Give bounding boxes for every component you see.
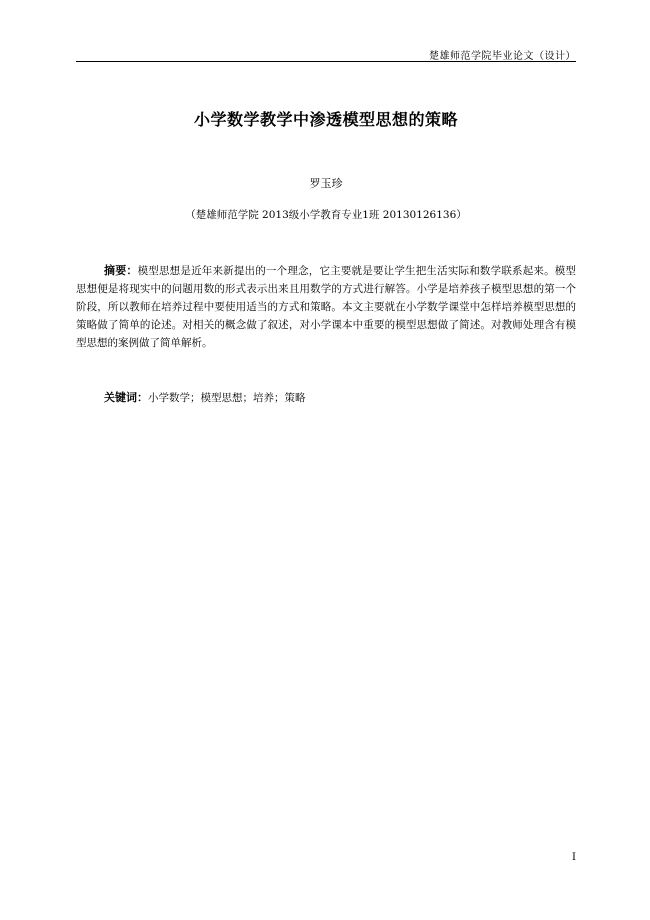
author-affiliation: （楚雄师范学院 2013级小学教育专业1班 20130126136） [185, 209, 467, 221]
keywords-paragraph [76, 389, 576, 405]
running-header: 楚雄师范学院毕业论文（设计） [429, 51, 576, 62]
keywords-text: 小学数学；模型思想；培养；策略 [148, 392, 306, 404]
abstract-text: 模型思想是近年来新提出的一个理念，它主要就是要让学生把生活实际和数学联系起来。模型思想便是将现实中的问题用数的形式表示出来且用数学的方式进行解答。小学是培养孩子模型思想的第一个阶段，所以教师在培养过程中要使用适当的方式和策略。本文主要就在小学数学课堂中怎样培养模型思想的策略做了简单的论述。对相关的概念做了叙述，对小学课本中重要的模型思想做了简述。对教师处理含有模型思想的案例做了简单解析。 [76, 265, 576, 349]
paper-title: 小学数学教学中渗透模型思想的策略 [193, 110, 458, 129]
header-rule [76, 61, 576, 62]
abstract-paragraph [76, 262, 576, 352]
author-name: 罗玉珍 [309, 177, 343, 190]
abstract-label: 摘要： [104, 264, 138, 277]
page-number: I [572, 852, 576, 863]
keywords-label: 关键词： [104, 391, 148, 404]
